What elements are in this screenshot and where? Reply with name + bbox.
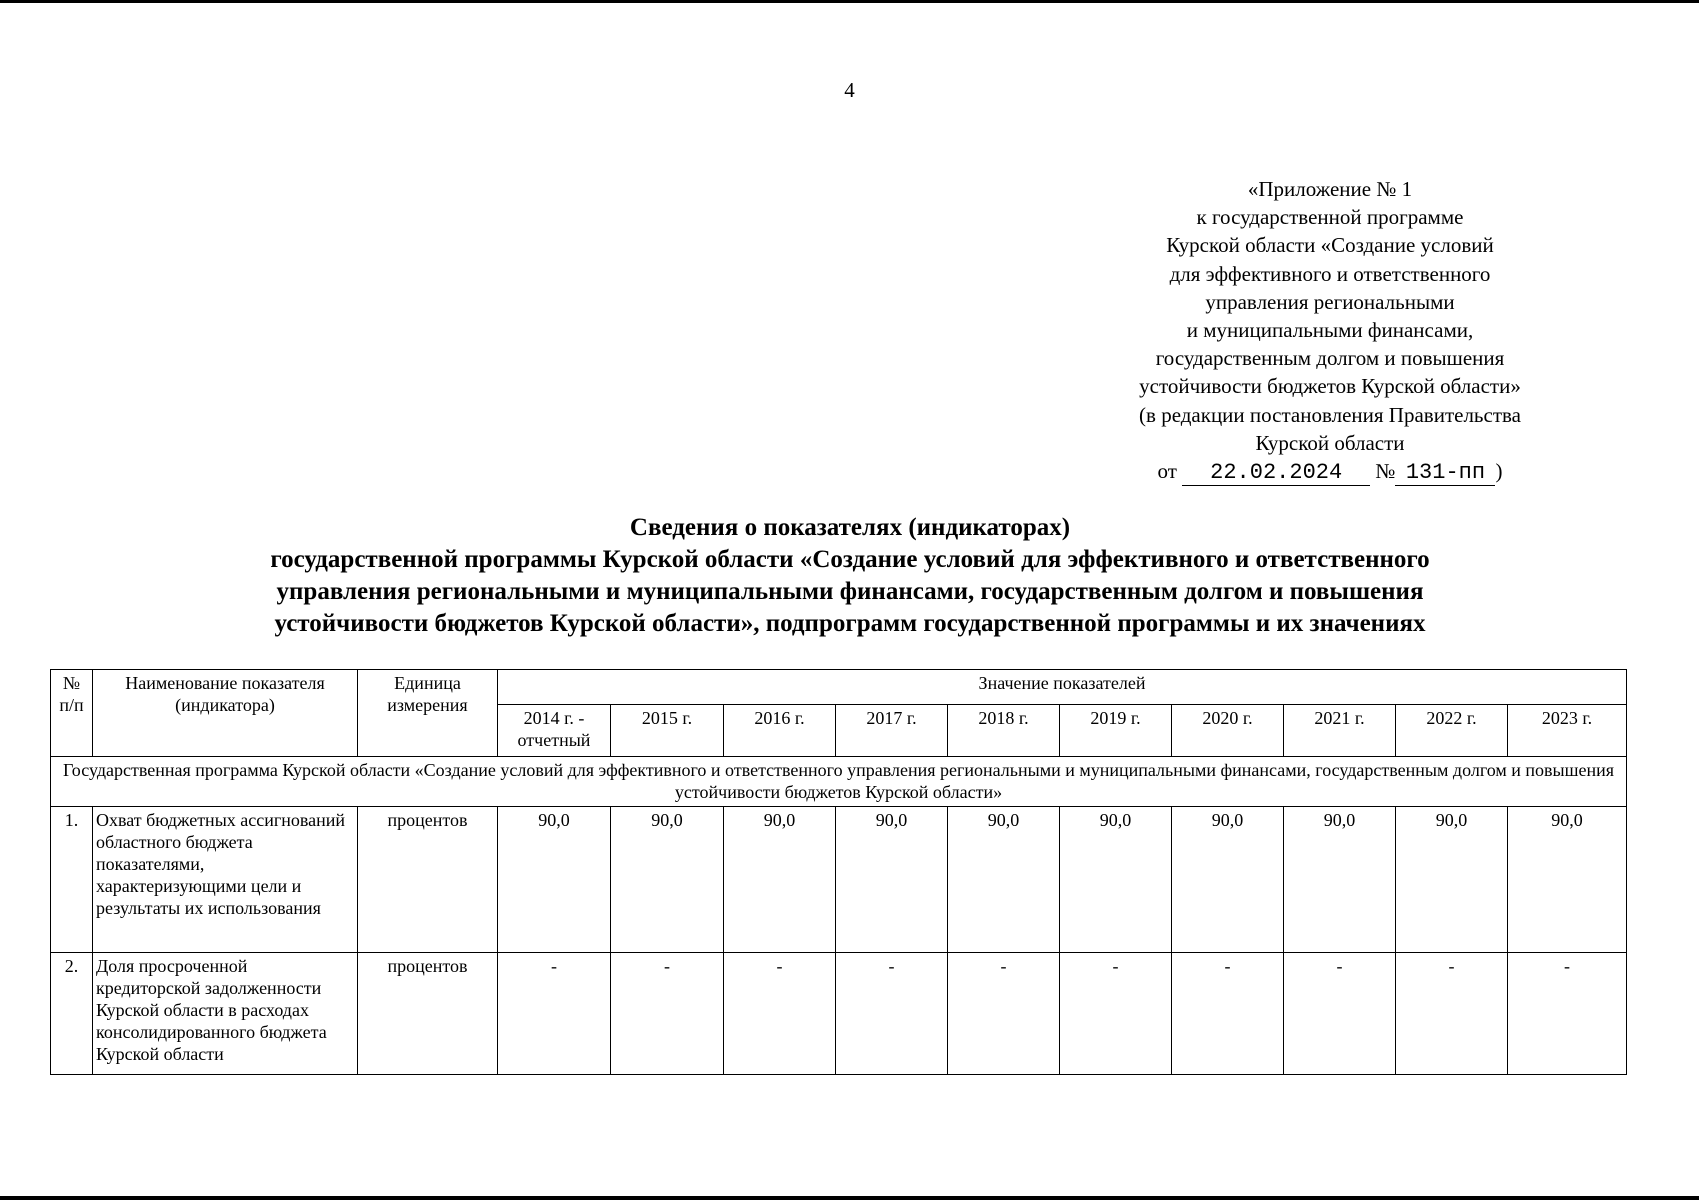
header-year: 2019 г.	[1060, 705, 1172, 757]
header-year: 2023 г.	[1508, 705, 1627, 757]
row-value: 90,0	[1284, 807, 1396, 953]
title-line: Сведения о показателях (индикаторах)	[629, 514, 1071, 541]
row-value: -	[724, 953, 836, 1075]
row-num: 1.	[51, 807, 93, 953]
row-value: 90,0	[1060, 807, 1172, 953]
appendix-line: Курской области	[1255, 430, 1405, 455]
header-year: 2016 г.	[724, 705, 836, 757]
row-value: 90,0	[1508, 807, 1627, 953]
header-year: 2017 г.	[836, 705, 948, 757]
header-values-group: Значение показателей	[498, 670, 1627, 705]
appendix-line: к государственной программе	[1196, 205, 1464, 230]
document-title	[100, 512, 1600, 640]
header-unit: Единица измерения	[358, 670, 498, 757]
appendix-decree-line	[1080, 457, 1580, 486]
row-value: -	[1284, 953, 1396, 1075]
row-value: -	[1060, 953, 1172, 1075]
header-name: Наименование показателя (индикатора)	[93, 670, 358, 757]
row-value: -	[836, 953, 948, 1075]
appendix-line: и муниципальными финансами,	[1186, 318, 1474, 343]
appendix-line: для эффективного и ответственного	[1169, 261, 1491, 286]
from-label: от	[1157, 459, 1177, 484]
header-num: № п/п	[51, 670, 93, 757]
row-unit: процентов	[358, 953, 498, 1075]
appendix-block	[1080, 175, 1580, 486]
row-value: -	[1508, 953, 1627, 1075]
scan-top-edge	[0, 0, 1699, 3]
scan-bottom-edge	[0, 1196, 1699, 1200]
indicators-table	[50, 669, 1627, 1075]
decree-date: 22.02.2024	[1182, 461, 1370, 486]
header-year: 2015 г.	[611, 705, 724, 757]
row-value: 90,0	[1396, 807, 1508, 953]
closing-paren: )	[1495, 459, 1503, 484]
title-line: управления региональными и муниципальными финансами, государственным долгом и повышения	[276, 578, 1424, 605]
appendix-line: Курской области «Создание условий	[1166, 233, 1494, 258]
row-value: 90,0	[1172, 807, 1284, 953]
row-value: 90,0	[498, 807, 611, 953]
title-line: устойчивости бюджетов Курской области», подпрограмм государственной программы и их значениях	[274, 610, 1426, 637]
row-value: 90,0	[724, 807, 836, 953]
table-row	[51, 953, 1627, 1075]
row-value: -	[1172, 953, 1284, 1075]
row-value: 90,0	[611, 807, 724, 953]
number-label: №	[1375, 459, 1396, 484]
header-year: 2018 г.	[948, 705, 1060, 757]
appendix-line: «Приложение № 1	[1247, 177, 1413, 201]
header-year: 2014 г. - отчетный	[498, 705, 611, 757]
header-year: 2022 г.	[1396, 705, 1508, 757]
row-value: 90,0	[836, 807, 948, 953]
header-year: 2020 г.	[1172, 705, 1284, 757]
row-unit: процентов	[358, 807, 498, 953]
header-year: 2021 г.	[1284, 705, 1396, 757]
row-value: -	[611, 953, 724, 1075]
page-number: 4	[844, 78, 855, 102]
section-row	[51, 757, 1627, 807]
appendix-line: устойчивости бюджетов Курской области»	[1139, 374, 1521, 399]
row-value: -	[948, 953, 1060, 1075]
row-num: 2.	[51, 953, 93, 1075]
decree-number: 131-пп	[1395, 461, 1495, 486]
row-name: Доля просроченной кредиторской задолженности Курской области в расходах консолидированного бюджета Курской области	[93, 953, 358, 1075]
row-name: Охват бюджетных ассигнований областного бюджета показателями, характеризующими цели и результаты их использования	[93, 807, 358, 953]
section-title: Государственная программа Курской области «Создание условий для эффективного и ответственного управления региональными и муниципальными финансами, государственным долгом и повышения устойчивости бюджетов Курской области»	[51, 757, 1627, 807]
table-row	[51, 807, 1627, 953]
title-line: государственной программы Курской области «Создание условий для эффективного и ответственного	[270, 546, 1430, 573]
appendix-line: управления региональными	[1205, 289, 1455, 314]
row-value: -	[1396, 953, 1508, 1075]
appendix-line: (в редакции постановления Правительства	[1139, 402, 1521, 427]
appendix-line: государственным долгом и повышения	[1155, 346, 1505, 371]
row-value: 90,0	[948, 807, 1060, 953]
row-value: -	[498, 953, 611, 1075]
